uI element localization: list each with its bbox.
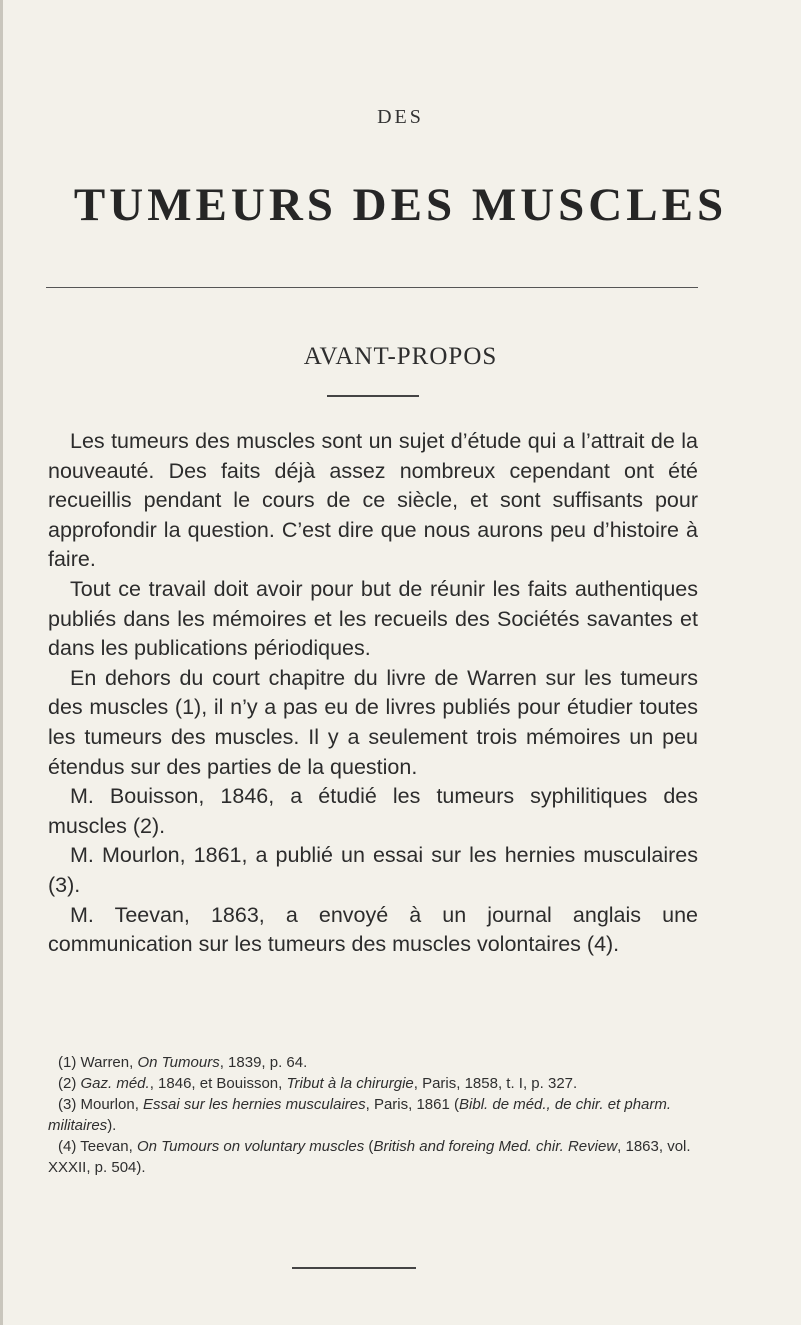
footnote-text: , 1846, et Bouisson, xyxy=(149,1075,287,1092)
footnote-text: On Tumours xyxy=(137,1054,220,1071)
paragraph: En dehors du court chapitre du livre de Warren sur les tumeurs des muscles (1), il n’y a pas eu de livres publiés pour étudier toutes les tumeurs des muscles. Il y a seulement trois mémoires un peu étendus sur des parties de la question. xyxy=(48,665,698,779)
footnote-3 xyxy=(48,1094,708,1136)
footnote-text: ( xyxy=(364,1138,374,1155)
footnote-text: British and foreing Med. chir. Review xyxy=(373,1138,618,1155)
footnote-text: , Paris, 1861 ( xyxy=(365,1096,460,1113)
footnote-2 xyxy=(48,1073,708,1094)
footnote-text: ). xyxy=(107,1117,117,1134)
footnote-text: Tribut à la chirurgie xyxy=(286,1075,414,1092)
footnote-text: Essai sur les hernies musculaires xyxy=(143,1096,366,1113)
footnotes xyxy=(48,1052,708,1178)
footnote-4 xyxy=(48,1136,708,1178)
footnote-text: Bibl. de méd., de chir. et pharm. militaires xyxy=(48,1096,672,1134)
footnote-text: Mourlon, xyxy=(80,1096,144,1113)
footnote-text: Warren, xyxy=(80,1054,138,1071)
body-text xyxy=(48,427,698,960)
paragraph: Tout ce travail doit avoir pour but de réunir les faits authentiques publiés dans les mémoires et les recueils des Sociétés savantes et dans les publications périodiques. xyxy=(48,576,698,661)
end-divider xyxy=(292,1267,416,1269)
footnote-number: (4) xyxy=(58,1138,81,1155)
title-prefix: DES xyxy=(377,106,424,128)
footnote-text: , 1839, p. 64. xyxy=(219,1054,308,1071)
section-divider xyxy=(327,395,419,397)
footnote-text: , 1863, vol. XXXII, p. 504). xyxy=(48,1138,691,1176)
paragraph: M. Bouisson, 1846, a étudié les tumeurs syphilitiques des muscles (2). xyxy=(48,784,698,838)
footnote-text: Teevan, xyxy=(80,1138,137,1155)
paragraph: M. Mourlon, 1861, a publié un essai sur les hernies musculaires (3). xyxy=(48,843,698,897)
page-title: TUMEURS DES MUSCLES xyxy=(73,179,728,231)
footnote-number: (3) xyxy=(58,1096,81,1113)
footnote-number: (1) xyxy=(58,1054,81,1071)
paragraph: Les tumeurs des muscles sont un sujet d’étude qui a l’attrait de la nouveauté. Des faits déjà assez nombreux cependant ont été recueillis pendant le cours de ce siècle, et sont suffisants pour approfondir la question. C’est dire que nous aurons peu d’histoire à faire. xyxy=(48,429,698,572)
paragraph: M. Teevan, 1863, a envoyé à un journal anglais une communication sur les tumeurs des muscles volontaires (4). xyxy=(48,902,698,957)
footnote-number: (2) xyxy=(58,1075,81,1092)
section-title: AVANT-PROPOS xyxy=(303,343,498,370)
footnote-text: On Tumours on voluntary muscles xyxy=(136,1138,365,1155)
footnote-1 xyxy=(48,1052,708,1073)
footnote-text: Gaz. méd. xyxy=(80,1075,150,1092)
footnote-text: , Paris, 1858, t. I, p. 327. xyxy=(413,1075,578,1092)
title-divider xyxy=(46,287,698,288)
